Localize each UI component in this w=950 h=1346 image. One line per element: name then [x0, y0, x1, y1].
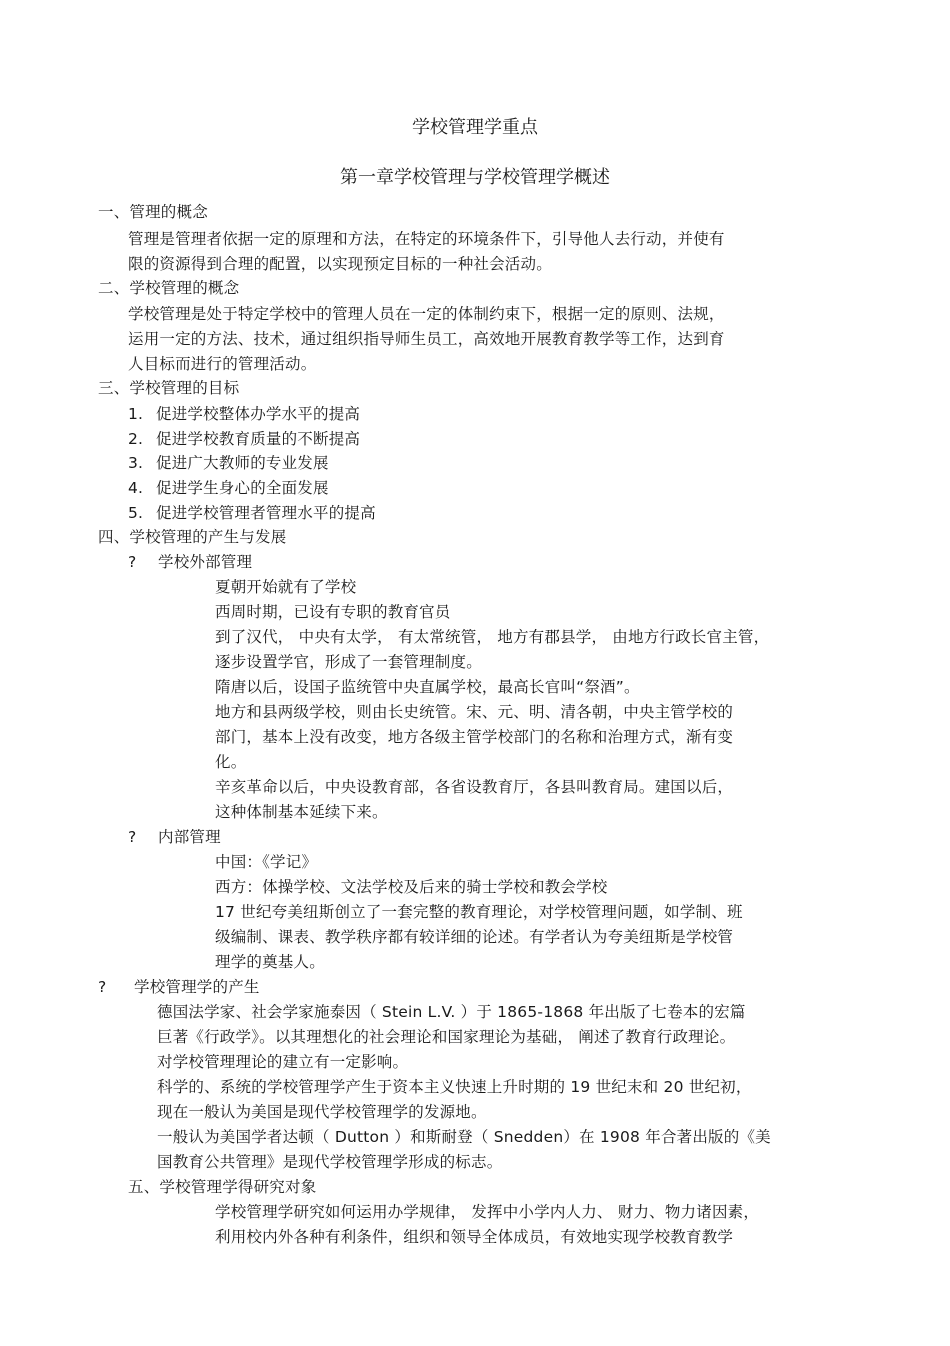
list-text: 促进广大教师的专业发展: [156, 454, 329, 472]
subsection-label: 学校外部管理: [158, 553, 253, 571]
list-number: 5.: [128, 504, 144, 522]
subsection-heading: [128, 551, 252, 573]
list-number: 3.: [128, 454, 144, 472]
subsection-heading: [128, 826, 221, 848]
paragraph-line: 一般认为美国学者达顿（ Dutton ）和斯耐登（ Snedden）在 1908 年合著出版的《美: [157, 1128, 771, 1146]
section-heading: 四、学校管理的产生与发展: [98, 528, 287, 546]
paragraph-line: 级编制、课表、教学秩序都有较详细的论述。有学者认为夸美纽斯是学校管: [215, 928, 734, 946]
paragraph-line: 限的资源得到合理的配置，以实现预定目标的一种社会活动。: [128, 255, 552, 273]
section-heading: 三、学校管理的目标: [98, 379, 240, 397]
paragraph-line: 西方：体操学校、文法学校及后来的骑士学校和教会学校: [215, 878, 608, 896]
list-item: [128, 502, 376, 524]
paragraph-line: 管理是管理者依据一定的原理和方法，在特定的环境条件下，引导他人去行动，并使有: [128, 230, 725, 248]
list-text: 促进学校教育质量的不断提高: [156, 430, 361, 448]
paragraph-line: 到了汉代， 中央有太学， 有太常统管， 地方有郡县学， 由地方行政长官主管，: [215, 628, 770, 646]
paragraph-line: 地方和县两级学校，则由长史统管。宋、元、明、清各朝，中央主管学校的: [215, 703, 734, 721]
subsection-label: 内部管理: [158, 828, 221, 846]
bullet-mark: ?: [98, 978, 107, 996]
bullet-mark: ?: [128, 553, 137, 571]
paragraph-line: 利用校内外各种有利条件，组织和领导全体成员，有效地实现学校教育教学: [215, 1228, 734, 1246]
paragraph-line: 运用一定的方法、技术，通过组织指导师生员工，高效地开展教育教学等工作，达到育: [128, 330, 725, 348]
paragraph-line: 辛亥革命以后，中央设教育部，各省设教育厅，各县叫教育局。建国以后，: [215, 778, 734, 796]
paragraph-line: 科学的、系统的学校管理学产生于资本主义快速上升时期的 19 世纪末和 20 世纪初，: [157, 1078, 752, 1096]
paragraph-line: 德国法学家、社会学家施泰因（ Stein L.V. ）于 1865-1868 年出版了七卷本的宏篇: [157, 1003, 746, 1021]
section-heading: 一、管理的概念: [98, 203, 208, 221]
subsection-heading: [98, 976, 260, 998]
document-title: 学校管理学重点: [412, 117, 538, 138]
list-number: 1.: [128, 405, 144, 423]
list-text: 促进学生身心的全面发展: [156, 479, 329, 497]
list-item: [128, 477, 329, 499]
list-item: [128, 428, 360, 450]
list-item: [128, 403, 360, 425]
paragraph-line: 17 世纪夸美纽斯创立了一套完整的教育理论，对学校管理问题，如学制、班: [215, 903, 743, 921]
paragraph-line: 国教育公共管理》是现代学校管理学形成的标志。: [157, 1153, 503, 1171]
list-item: [128, 452, 329, 474]
paragraph-line: 化。: [215, 753, 247, 771]
paragraph-line: 人目标而进行的管理活动。: [128, 355, 317, 373]
list-text: 促进学校管理者管理水平的提高: [156, 504, 376, 522]
paragraph-line: 对学校管理理论的建立有一定影响。: [157, 1053, 409, 1071]
list-number: 2.: [128, 430, 144, 448]
list-text: 促进学校整体办学水平的提高: [156, 405, 361, 423]
chapter-title: 第一章学校管理与学校管理学概述: [340, 167, 610, 188]
paragraph-line: 这种体制基本延续下来。: [215, 803, 388, 821]
paragraph-line: 夏朝开始就有了学校: [215, 578, 357, 596]
subsection-label: 学校管理学的产生: [134, 978, 260, 996]
section-heading: 五、学校管理学得研究对象: [128, 1178, 317, 1196]
list-number: 4.: [128, 479, 144, 497]
bullet-mark: ?: [128, 828, 137, 846]
paragraph-line: 学校管理是处于特定学校中的管理人员在一定的体制约束下，根据一定的原则、法规，: [128, 305, 725, 323]
paragraph-line: 现在一般认为美国是现代学校管理学的发源地。: [157, 1103, 487, 1121]
section-heading: 二、学校管理的概念: [98, 279, 240, 297]
paragraph-line: 中国：《学记》: [215, 853, 318, 871]
paragraph-line: 西周时期，已设有专职的教育官员: [215, 603, 451, 621]
paragraph-line: 逐步设置学官，形成了一套管理制度。: [215, 653, 482, 671]
paragraph-line: 巨著《行政学》。以其理想化的社会理论和国家理论为基础， 阐述了教育行政理论。: [157, 1028, 736, 1046]
paragraph-line: 隋唐以后，设国子监统管中央直属学校，最高长官叫“祭酒”。: [215, 678, 640, 696]
paragraph-line: 理学的奠基人。: [215, 953, 325, 971]
paragraph-line: 学校管理学研究如何运用办学规律， 发挥中小学内人力、 财力、物力诸因素，: [215, 1203, 760, 1221]
paragraph-line: 部门，基本上没有改变，地方各级主管学校部门的名称和治理方式，渐有变: [215, 728, 734, 746]
